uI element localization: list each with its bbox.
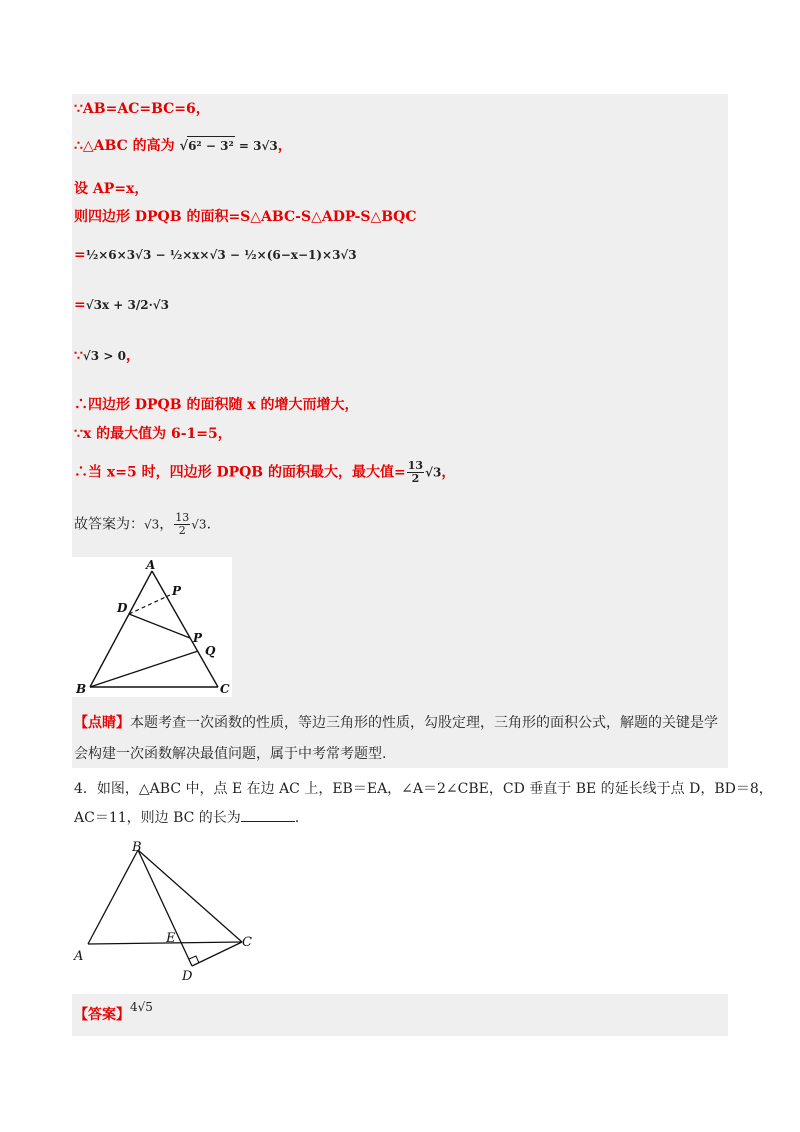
solution-line-1: ∵AB=AC=BC=6， <box>74 101 210 117</box>
answer-background <box>72 994 728 1036</box>
triangle-figure-2 <box>72 838 272 988</box>
solution-line-2: ∴△ABC 的高为 √6² − 3² = 3√3， <box>74 138 292 154</box>
triangle-diagram-2 <box>72 838 272 988</box>
label-C: C <box>220 682 230 696</box>
label-B: B <box>76 682 87 696</box>
solution-line-5: =½×6×3√3 − ½×x×√3 − ½×(6−x−1)×3√3 <box>74 247 357 263</box>
label-A: A <box>146 558 156 572</box>
label-Q: Q <box>205 644 216 658</box>
question-4-line-2: AC＝11，则边 BC 的长为 . <box>74 810 300 826</box>
label-C2: C <box>242 935 252 950</box>
label-B2: B <box>132 840 142 855</box>
dianjing-line-2: 会构建一次函数解决最值问题，属于中考常考题型. <box>74 746 387 762</box>
triangle-diagram-1 <box>72 557 232 697</box>
label-P-top: P <box>172 584 182 598</box>
solution-line-7: ∵√3 > 0， <box>74 348 140 364</box>
question-4-line-1: 4．如图，△ABC 中，点 E 在边 AC 上，EB＝EA，∠A＝2∠CBE，CD 垂直于 BE 的延长线于点 D，BD＝8， <box>74 781 773 797</box>
solution-line-11: 故答案为：√3， $\frac{13}{2}$ √3. <box>74 511 212 537</box>
dianjing-line-1: 【点睛】本题考查一次函数的性质，等边三角形的性质，勾股定理，三角形的面积公式，解题的关键是学 <box>74 715 718 731</box>
solution-line-3: 设 AP=x， <box>74 181 149 197</box>
answer-blank <box>241 809 295 822</box>
label-D2: D <box>182 969 193 984</box>
triangle-figure-1 <box>72 557 232 697</box>
solution-line-8: ∴四边形 DPQB 的面积随 x 的增大而增大， <box>74 397 359 413</box>
label-P: P <box>193 631 203 645</box>
solution-line-9: ∵x 的最大值为 6-1=5， <box>74 426 232 442</box>
label-E2: E <box>166 931 176 946</box>
solution-line-4: 则四边形 DPQB 的面积=S△ABC-S△ADP-S△BQC <box>74 209 417 225</box>
label-A2: A <box>74 949 84 964</box>
answer-line: 【答案】4√5 <box>74 1000 153 1023</box>
solution-line-10: ∴当 x=5 时，四边形 DPQB 的面积最大，最大值= $\frac{13}{2}$ √3， <box>74 459 456 485</box>
solution-line-6: =√3x + 3/2·√3 <box>74 297 170 313</box>
label-D: D <box>117 601 128 615</box>
